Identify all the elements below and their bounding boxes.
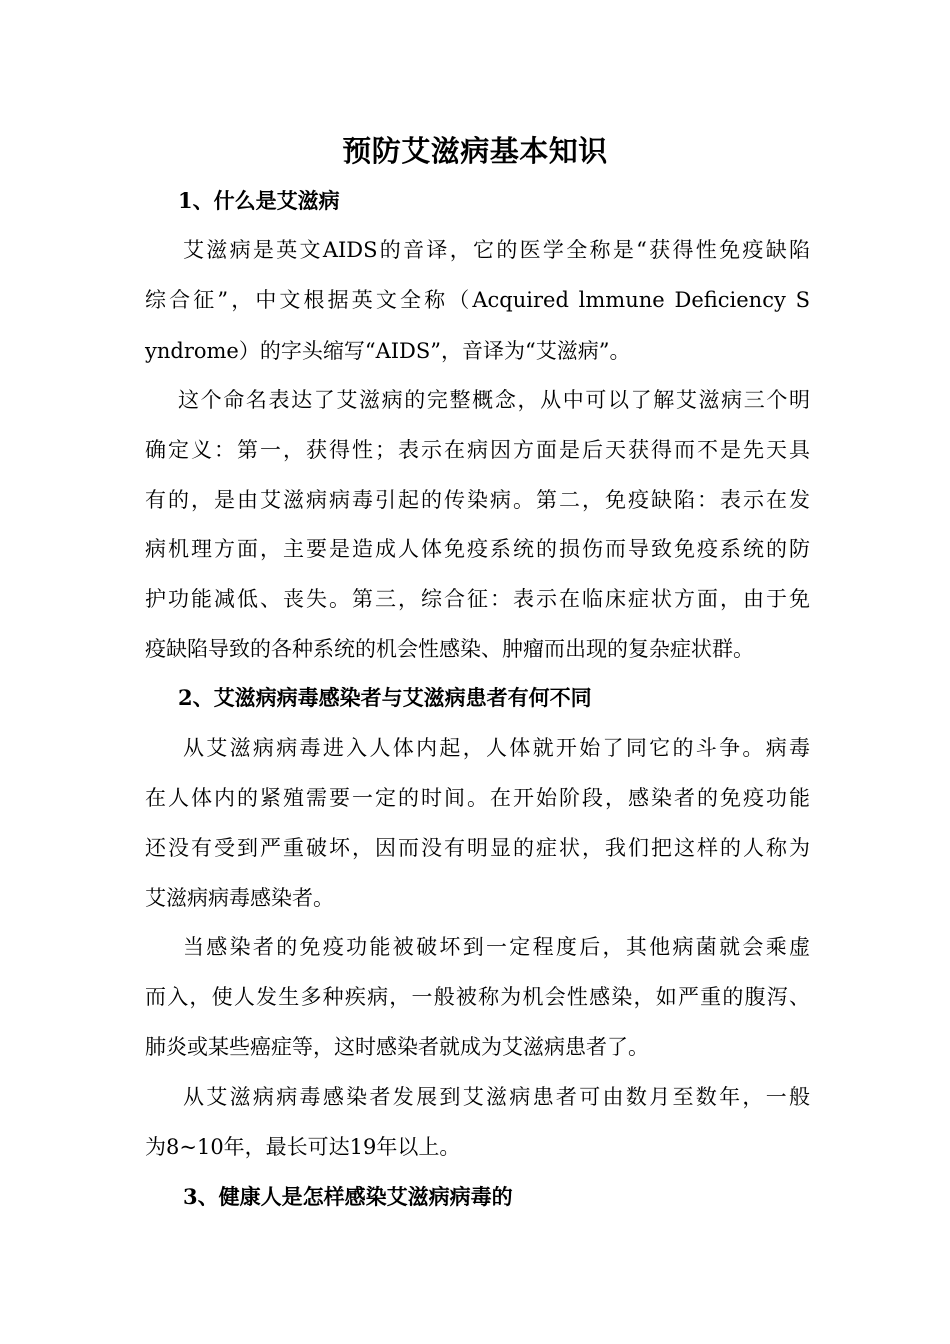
paragraph-line: 病机理方面，主要是造成人体免疫系统的损伤而导致免疫系统的防 xyxy=(145,537,810,561)
paragraph-line: 为8~10年，最长可达19年以上。 xyxy=(145,1135,461,1159)
paragraph-line: 从艾滋病病毒感染者发展到艾滋病患者可由数月至数年，一般 xyxy=(183,1085,810,1109)
paragraph-line: 疫缺陷导致的各种系统的机会性感染、肿瘤而出现的复杂症状群。 xyxy=(145,637,754,661)
paragraph-line: 护功能减低、丧失。第三，综合征：表示在临床症状方面，由于免 xyxy=(145,587,810,611)
section-heading-1: 1、什么是艾滋病 xyxy=(178,188,340,213)
paragraph-line: 有的，是由艾滋病病毒引起的传染病。第二，免疫缺陷：表示在发 xyxy=(145,488,810,512)
paragraph-line: 确定义：第一，获得性；表示在病因方面是后天获得而不是先天具 xyxy=(145,438,810,462)
paragraph-line: yndrome）的字头缩写“AIDS”，音译为“艾滋病”。 xyxy=(145,339,631,363)
paragraph-line: 肺炎或某些癌症等，这时感染者就成为艾滋病患者了。 xyxy=(145,1035,649,1059)
document-title: 预防艾滋病基本知识 xyxy=(342,134,608,168)
paragraph-line: 当感染者的免疫功能被破坏到一定程度后，其他病菌就会乘虚 xyxy=(183,935,810,959)
section-heading-2: 2、艾滋病病毒感染者与艾滋病患者有何不同 xyxy=(178,685,592,710)
paragraph-line: 艾滋病病毒感染者。 xyxy=(145,886,334,910)
paragraph-line: 综合征”，中文根据英文全称（Acquired lmmune Deficiency S xyxy=(145,288,810,312)
paragraph-line: 艾滋病是英文AIDS的音译，它的医学全称是“获得性免疫缺陷 xyxy=(183,238,810,262)
paragraph-line: 在人体内的紧殖需要一定的时间。在开始阶段，感染者的免疫功能 xyxy=(145,786,810,810)
section-heading-3: 3、健康人是怎样感染艾滋病病毒的 xyxy=(183,1184,513,1209)
paragraph-line: 这个命名表达了艾滋病的完整概念，从中可以了解艾滋病三个明 xyxy=(178,388,810,412)
paragraph-line: 还没有受到严重破坏，因而没有明显的症状，我们把这样的人称为 xyxy=(145,836,810,860)
paragraph-line: 而入，使人发生多种疾病，一般被称为机会性感染，如严重的腹泻、 xyxy=(145,985,810,1009)
paragraph-line: 从艾滋病病毒进入人体内起，人体就开始了同它的斗争。病毒 xyxy=(183,736,810,760)
